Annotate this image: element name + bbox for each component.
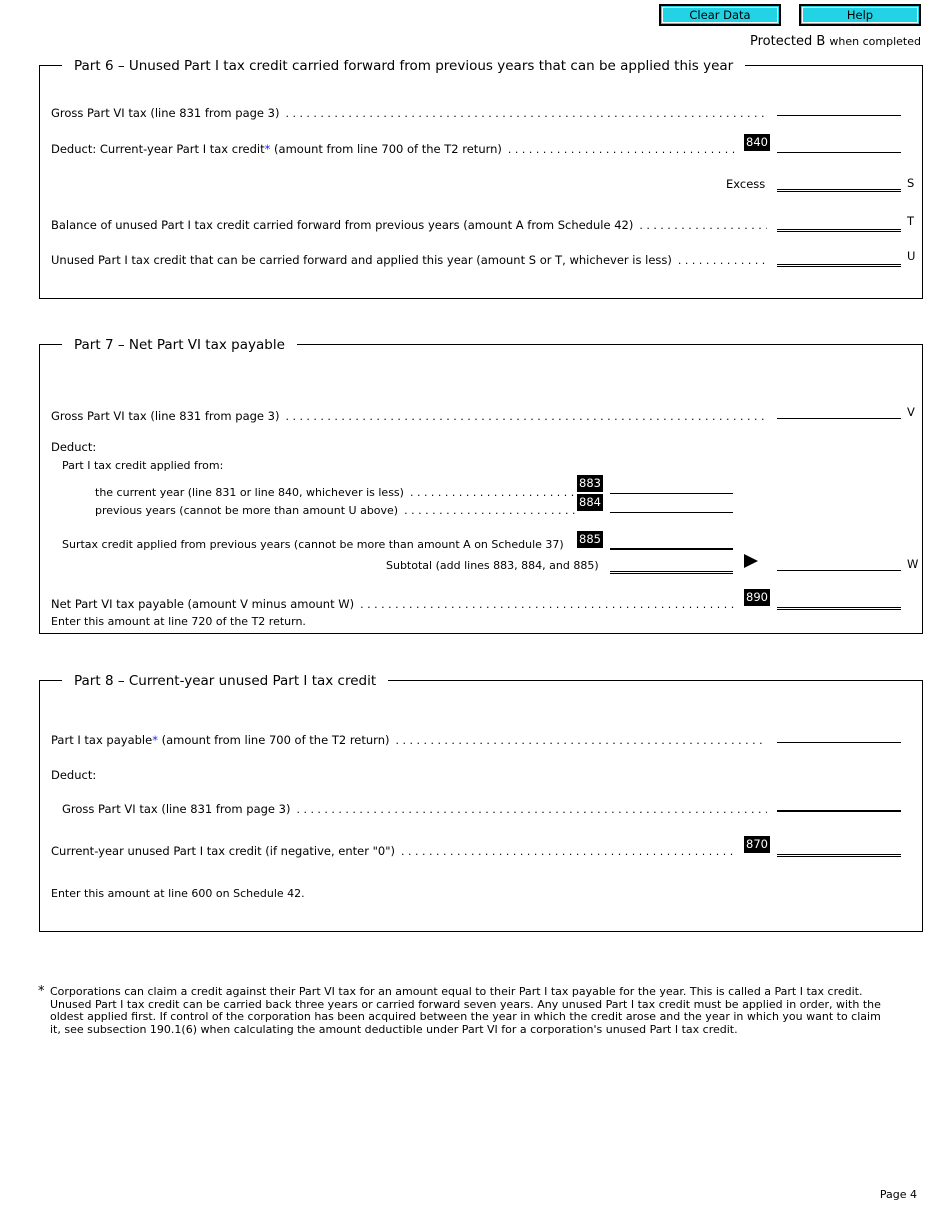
net-label: Net Part VI tax payable (amount V minus amount W) [51, 597, 355, 611]
help-button[interactable]: Help [799, 4, 921, 26]
subtotal-field[interactable] [610, 556, 733, 574]
line-884-field[interactable] [610, 497, 733, 513]
previous-years-row [95, 501, 575, 517]
footnote-line-3: oldest applied first. If control of the corporation has been acquired between the year in which the credit arose and the year in which you want to claim [50, 1010, 881, 1023]
line-890-code: 890 [746, 590, 768, 604]
line-883-code: 883 [579, 476, 601, 490]
line-840-code: 840 [746, 135, 768, 149]
previous-years-label: previous years (cannot be more than amount U above) [95, 504, 399, 517]
part6-deduct-suffix: (amount from line 700 of the T2 return) [274, 142, 502, 156]
part7-title: Part 7 – Net Part VI tax payable [62, 335, 297, 355]
part8-deduct-label: Deduct: [51, 768, 97, 782]
line-885-field[interactable] [610, 534, 733, 550]
part8-title: Part 8 – Current-year unused Part I tax credit [62, 671, 388, 691]
asterisk-icon: * [264, 142, 271, 156]
part7-gross-label: Gross Part VI tax (line 831 from page 3) [51, 409, 280, 423]
part7-gross-row [51, 407, 767, 423]
part8-payable-row [51, 731, 767, 747]
part8-enter: Enter this amount at line 600 on Schedule 42. [51, 887, 305, 900]
line-883-field[interactable] [610, 478, 733, 494]
line-885-code: 885 [579, 532, 601, 546]
current-year-row [95, 483, 575, 499]
protected-suffix: when completed [829, 35, 921, 48]
excess-label: Excess [726, 177, 766, 191]
part7-gross-field[interactable] [777, 403, 901, 419]
part7-deduct-label: Deduct: [51, 440, 97, 454]
letter-v: V [907, 405, 915, 419]
clear-data-button[interactable]: Clear Data [659, 4, 781, 26]
part8-payable-field[interactable] [777, 727, 901, 743]
asterisk-icon: * [152, 733, 158, 747]
protected-main: Protected B [750, 34, 826, 49]
current-year-label: the current year (line 831 or line 840, whichever is less) [95, 486, 404, 499]
letter-w: W [907, 557, 919, 571]
part6-balance-row [51, 216, 767, 232]
part7-applied-from: Part I tax credit applied from: [62, 459, 224, 472]
subtotal-label: Subtotal (add lines 883, 884, and 885) [386, 559, 599, 572]
part6-unused-row [51, 251, 767, 267]
footnote-line-2: Unused Part I tax credit can be carried back three years or carried forward seven years. Any unused Part I tax credit must be applied in order, with the [50, 997, 881, 1011]
line-884-code: 884 [579, 495, 601, 509]
footnote [38, 986, 888, 1036]
part6-balance-label: Balance of unused Part I tax credit carried forward from previous years (amount A from Schedule 42) [51, 218, 634, 232]
part8-gross-field[interactable] [777, 796, 901, 812]
line-870-field[interactable] [777, 839, 901, 857]
part8-payable-label: Part I tax payable [51, 733, 153, 747]
part6-gross-label: Gross Part VI tax (line 831 from page 3) [51, 106, 280, 120]
balance-field[interactable] [777, 214, 901, 232]
footnote-line-1: Corporations can claim a credit against their Part VI tax for an amount equal to their Part I tax payable for the year. This is called a Part I tax credit. [50, 985, 863, 998]
letter-t: T [907, 214, 915, 228]
part6-gross-field[interactable] [777, 100, 901, 116]
part7-w-field[interactable] [777, 555, 901, 571]
part8-unused-label: Current-year unused Part I tax credit (if negative, enter "0") [51, 844, 396, 858]
part8-payable-suffix: (amount from line 700 of the T2 return) [161, 733, 390, 747]
arrow-right-icon [744, 554, 758, 568]
excess-field[interactable] [777, 174, 901, 192]
letter-s: S [907, 176, 915, 190]
part8-gross-label: Gross Part VI tax (line 831 from page 3) [62, 802, 291, 816]
letter-u: U [907, 249, 916, 263]
part6-deduct-label: Deduct: Current-year Part I tax credit [51, 142, 265, 156]
part6-gross-row [51, 104, 767, 120]
part8-unused-row [51, 842, 737, 858]
footnote-asterisk-icon: * [38, 984, 45, 999]
part8-section [39, 673, 923, 932]
part7-enter: Enter this amount at line 720 of the T2 return. [51, 615, 306, 628]
footnote-line-4: it, see subsection 190.1(6) when calculating the amount deductible under Part VI for a corporation's unused Part I tax credit. [50, 1022, 738, 1036]
part7-section [39, 337, 923, 634]
unused-carry-field[interactable] [777, 249, 901, 267]
part6-unused-label: Unused Part I tax credit that can be carried forward and applied this year (amount S or T, whichever is less) [51, 253, 672, 267]
line-890-field[interactable] [777, 592, 901, 610]
line-840-field[interactable] [777, 137, 901, 153]
part8-gross-row [62, 800, 767, 816]
surtax-label: Surtax credit applied from previous years (cannot be more than amount A on Schedule 37) [62, 538, 564, 551]
page-number: Page 4 [879, 1188, 917, 1201]
part6-title: Part 6 – Unused Part I tax credit carried forward from previous years that can be applied this year [62, 56, 745, 76]
line-870-code: 870 [746, 837, 768, 851]
protected-label [750, 34, 921, 49]
part6-deduct-row [51, 140, 737, 156]
part6-section [39, 58, 923, 299]
net-row [51, 595, 737, 611]
